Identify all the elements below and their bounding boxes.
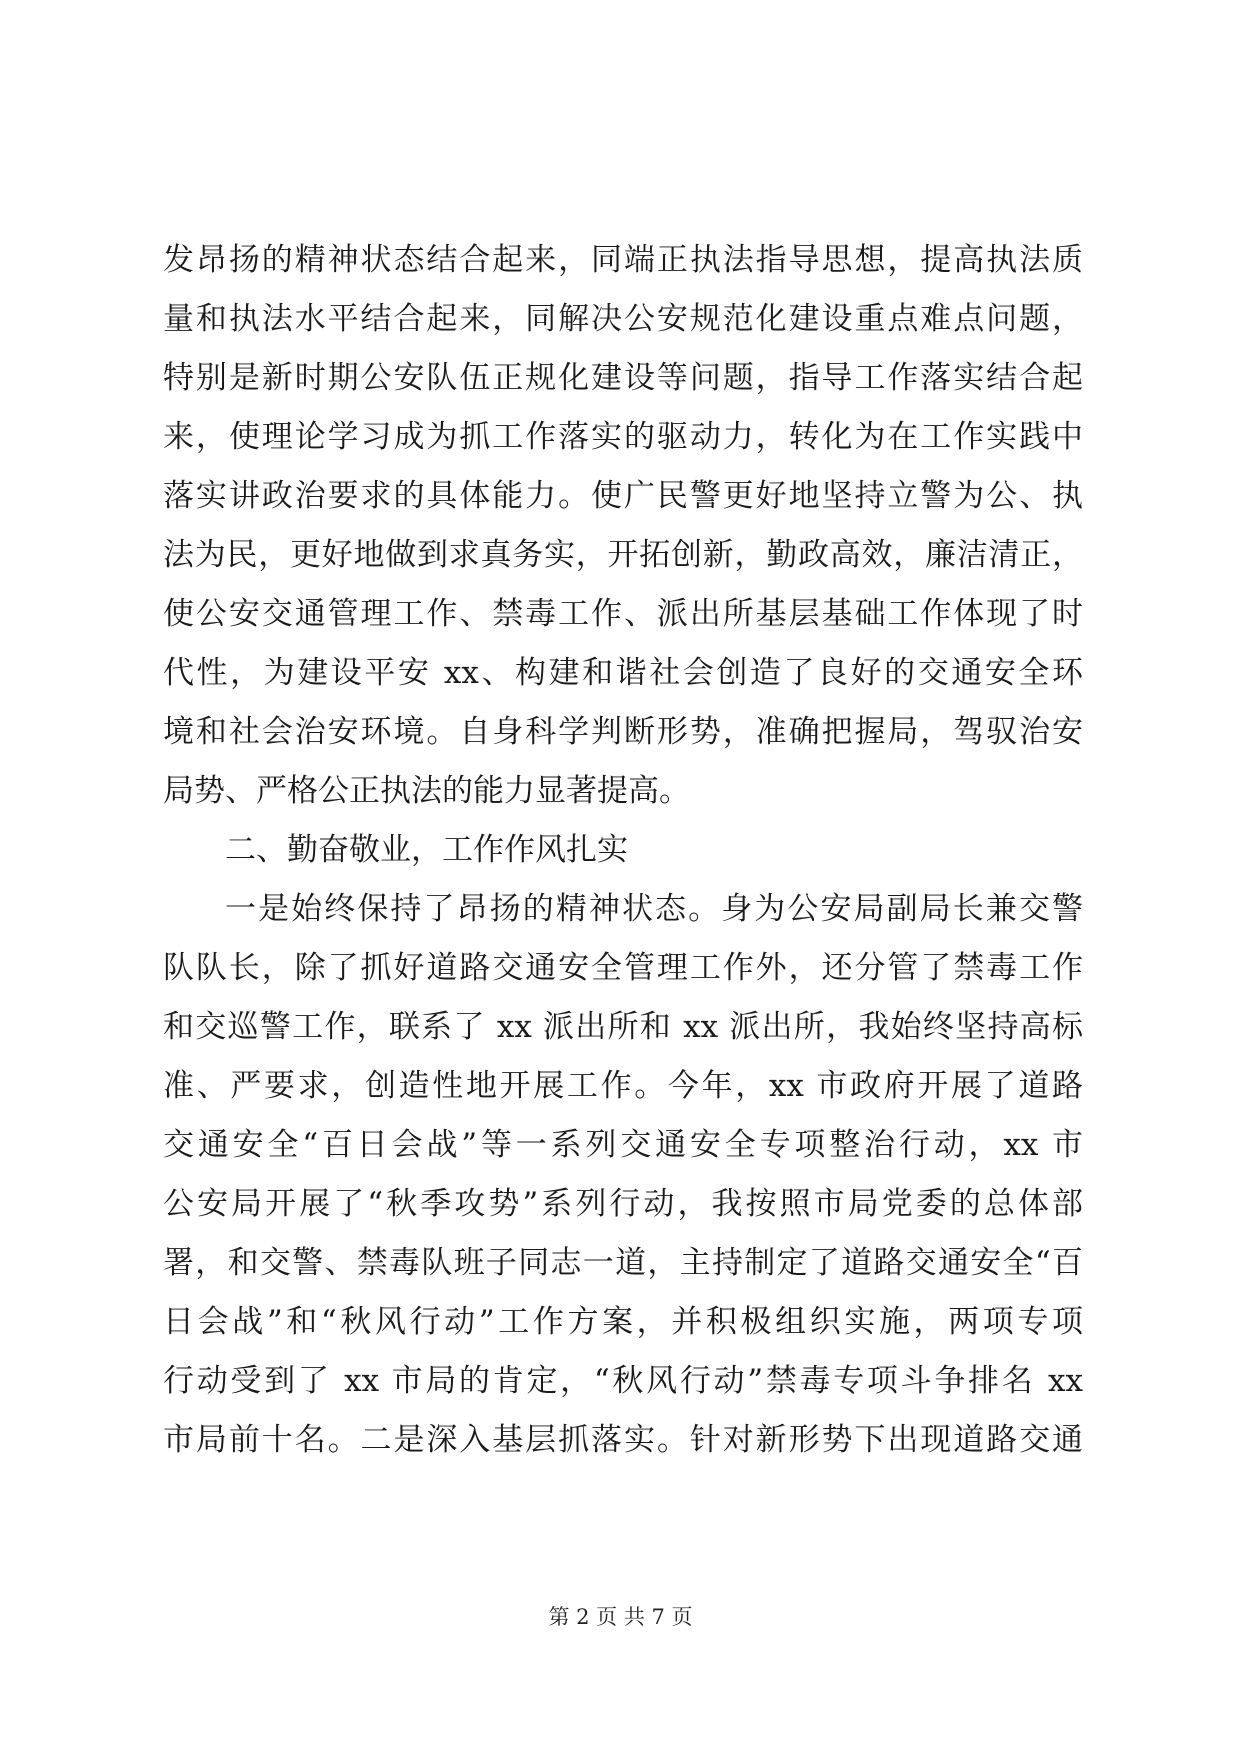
text-line: 署，和交警、禁毒队班子同志一道，主持制定了道路交通安全“百 xyxy=(163,1245,1083,1281)
text-line: 局势、严格公正执法的能力显著提高。 xyxy=(163,773,690,809)
text-line: 来，使理论学习成为抓工作落实的驱动力，转化为在工作实践中 xyxy=(163,419,1083,455)
text-line: 落实讲政治要求的具体能力。使广民警更好地坚持立警为公、执 xyxy=(163,478,1083,514)
text-line: 代性，为建设平安 xx、构建和谐社会创造了良好的交通安全环 xyxy=(163,655,1083,691)
text-line: 量和执法水平结合起来，同解决公安规范化建设重点难点问题， xyxy=(163,301,1083,337)
document-body xyxy=(163,231,1083,1470)
section-heading: 二、勤奋敬业，工作作风扎实 xyxy=(225,832,628,868)
text-line: 行动受到了 xx 市局的肯定，“秋风行动”禁毒专项斗争排名 xx xyxy=(163,1363,1083,1399)
text-line: 市局前十名。二是深入基层抓落实。针对新形势下出现道路交通 xyxy=(163,1422,1083,1458)
text-line: 特别是新时期公安队伍正规化建设等问题，指导工作落实结合起 xyxy=(163,360,1083,396)
text-line: 发昂扬的精神状态结合起来，同端正执法指导思想，提高执法质 xyxy=(163,242,1083,278)
text-line: 日会战”和“秋风行动”工作方案，并积极组织实施，两项专项 xyxy=(163,1304,1083,1340)
text-line: 法为民，更好地做到求真务实，开拓创新，勤政高效，廉洁清正， xyxy=(163,537,1083,573)
text-line: 准、严要求，创造性地开展工作。今年，xx 市政府开展了道路 xyxy=(163,1068,1083,1104)
text-line: 队队长，除了抓好道路交通安全管理工作外，还分管了禁毒工作 xyxy=(163,950,1083,986)
text-line: 公安局开展了“秋季攻势”系列行动，我按照市局党委的总体部 xyxy=(163,1186,1083,1222)
text-line: 使公安交通管理工作、禁毒工作、派出所基层基础工作体现了时 xyxy=(163,596,1083,632)
text-line: 境和社会治安环境。自身科学判断形势，准确把握局，驾驭治安 xyxy=(163,714,1083,750)
page-number-footer: 第 2 页 共 7 页 xyxy=(548,1605,693,1629)
text-line: 交通安全“百日会战”等一系列交通安全专项整治行动，xx 市 xyxy=(163,1127,1083,1163)
text-line: 和交巡警工作，联系了 xx 派出所和 xx 派出所，我始终坚持高标 xyxy=(163,1009,1083,1045)
text-line: 一是始终保持了昂扬的精神状态。身为公安局副局长兼交警 xyxy=(225,891,1083,927)
